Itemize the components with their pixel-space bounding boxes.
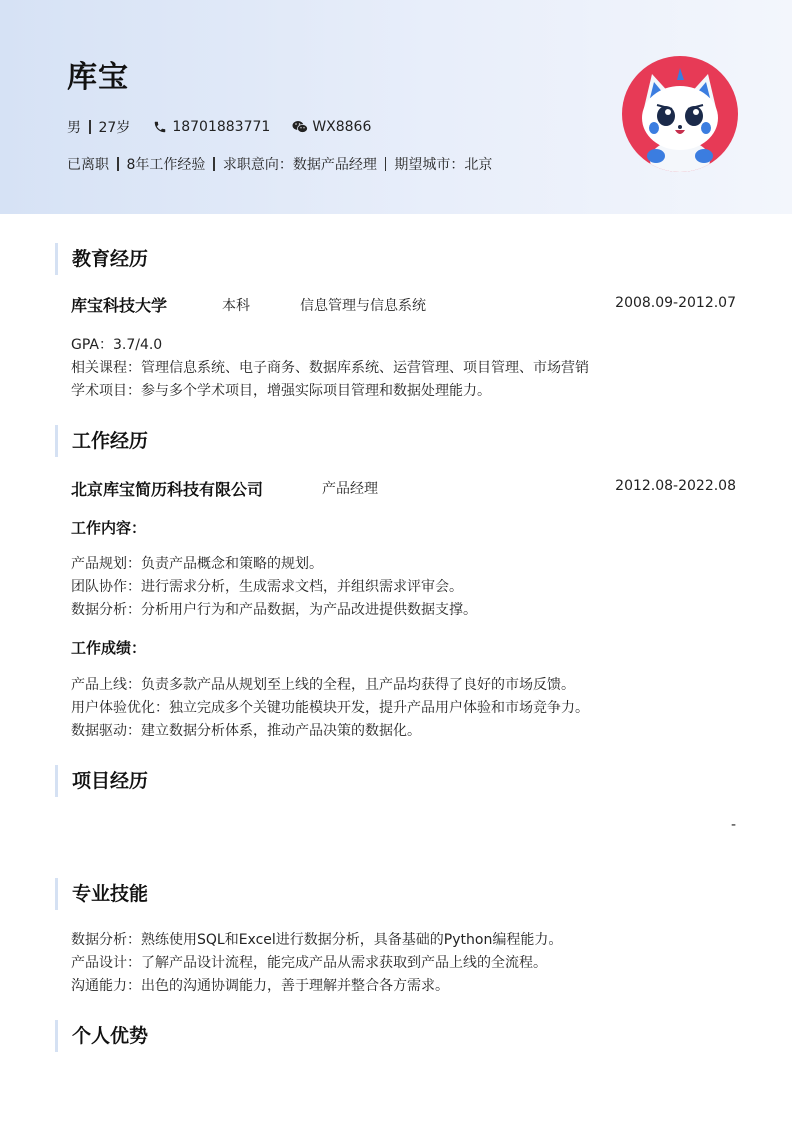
skill-line: 数据分析：熟练使用SQL和Excel进行数据分析，具备基础的Python编程能力。 xyxy=(71,932,563,948)
section-title-work: 工作经历 xyxy=(55,425,752,457)
divider xyxy=(385,157,387,171)
years-experience: 8年工作经验 xyxy=(126,157,206,173)
work-content-line: 团队协作：进行需求分析，生成需求文档，并组织需求评审会。 xyxy=(71,579,463,595)
company-name: 北京库宝简历科技有限公司 xyxy=(71,480,264,499)
work-content-heading: 工作内容： xyxy=(71,519,147,537)
job-role: 产品经理 xyxy=(322,481,378,497)
expected-city: 期望城市：北京 xyxy=(394,157,493,173)
major: 信息管理与信息系统 xyxy=(300,298,426,314)
wechat-id: WX8866 xyxy=(312,119,372,135)
education-detail-line: 学术项目：参与多个学术项目，增强实际项目管理和数据处理能力。 xyxy=(71,383,491,399)
candidate-name: 库宝 xyxy=(67,60,129,95)
work-date: 2012.08-2022.08 xyxy=(615,478,736,494)
header-banner xyxy=(0,0,792,214)
gender: 男 xyxy=(67,120,81,136)
education-entry-header xyxy=(71,293,736,315)
work-content-line: 产品规划：负责产品概念和策略的规划。 xyxy=(71,556,323,572)
education-detail-line: 相关课程：管理信息系统、电子商务、数据库系统、运营管理、项目管理、市场营销 xyxy=(71,360,589,376)
project-entry xyxy=(71,817,736,837)
section-title-skills: 专业技能 xyxy=(55,878,752,910)
education-detail-line: GPA：3.7/4.0 xyxy=(71,337,163,353)
wechat-icon xyxy=(292,119,308,135)
divider xyxy=(89,120,91,134)
section-title-education: 教育经历 xyxy=(55,243,752,275)
phone-number: 18701883771 xyxy=(172,119,271,135)
work-entry-header xyxy=(71,477,736,499)
job-status-row xyxy=(67,154,492,174)
job-intent: 求职意向：数据产品经理 xyxy=(222,157,377,173)
project-date: - xyxy=(730,817,736,833)
section-title-project: 项目经历 xyxy=(55,765,752,797)
skill-line: 产品设计：了解产品设计流程，能完成产品从需求获取到产品上线的全流程。 xyxy=(71,955,547,971)
work-result-line: 用户体验优化：独立完成多个关键功能模块开发，提升产品用户体验和市场竞争力。 xyxy=(71,700,589,716)
basic-info-row xyxy=(67,117,371,137)
work-content-line: 数据分析：分析用户行为和产品数据，为产品改进提供数据支撑。 xyxy=(71,602,477,618)
degree: 本科 xyxy=(222,298,250,314)
education-date: 2008.09-2012.07 xyxy=(615,295,736,311)
skill-line: 沟通能力：出色的沟通协调能力，善于理解并整合各方需求。 xyxy=(71,978,449,994)
work-result-line: 数据驱动：建立数据分析体系，推动产品决策的数据化。 xyxy=(71,723,421,739)
section-title-strengths: 个人优势 xyxy=(55,1020,752,1052)
school-name: 库宝科技大学 xyxy=(71,296,168,315)
divider xyxy=(213,157,215,171)
phone-icon xyxy=(152,119,168,135)
work-results-heading: 工作成绩： xyxy=(71,639,147,657)
avatar xyxy=(622,56,738,172)
work-result-line: 产品上线：负责多款产品从规划至上线的全程，且产品均获得了良好的市场反馈。 xyxy=(71,677,575,693)
employment-status: 已离职 xyxy=(67,157,109,173)
age: 27岁 xyxy=(98,120,131,136)
divider xyxy=(117,157,119,171)
